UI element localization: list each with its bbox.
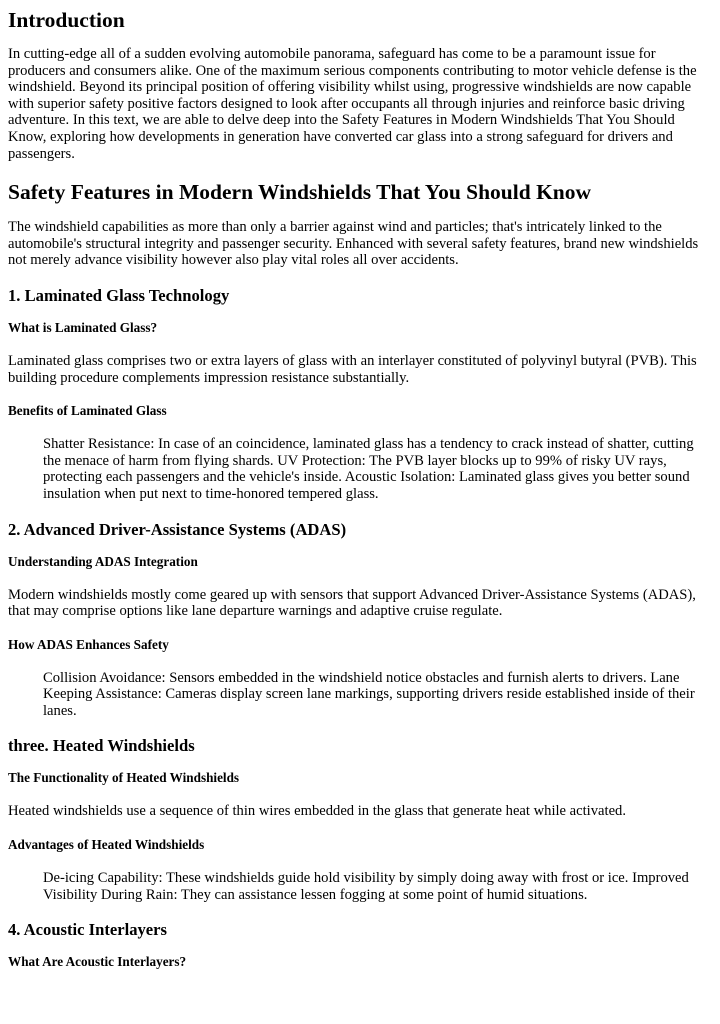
adas-understanding-subheading: Understanding ADAS Integration — [8, 553, 198, 569]
heated-advantages-list: De-icing Capability: These windshields guide hold visibility by simply doing away with frost or ice. Improved Visibility During Rain: They can assistance lessen fogging at some point of humid situations. — [43, 870, 689, 903]
heated-advantages-subheading: Advantages of Heated Windshields — [8, 837, 205, 853]
heated-functionality-subheading: The Functionality of Heated Windshields — [8, 770, 240, 786]
intro-heading: Introduction — [8, 8, 125, 32]
article — [0, 7, 712, 970]
laminated-glass-benefits-list: Shatter Resistance: In case of an coincidence, laminated glass has a tendency to crack instead of shatter, cutting the menace of harm from flying shards. UV Protection: The PVB layer blocks up to 99% of risky UV rays, protecting each passengers and the vehicle's inside. Acoustic Isolation: Laminated glass gives you better sound insulation when put next to time-honored tempered glass. — [43, 436, 694, 502]
intro-paragraph: In cutting-edge all of a sudden evolving automobile panorama, safeguard has come to be a paramount issue for producers and consumers alike. One of the maximum serious components contributing to motor vehicle defense is the windshield. Beyond its principal position of offering visibility whilst using, progressive windshields are now capable with superior safety positive factors designed to look after occupants all through injuries and reinforce basic driving adventure. In this text, we are able to delve deep into the Safety Features in Modern Windshields That You Should Know, exploring how developments in generation have converted car glass into a strong safeguard for drivers and passengers. — [8, 46, 697, 162]
safety-features-paragraph: The windshield capabilities as more than only a barrier against wind and particles; that's intricately linked to the automobile's structural integrity and passenger security. Enhanced with several safety features, brand new windshields not merely advance visibility however also play vital roles all over accidents. — [8, 219, 699, 269]
safety-features-heading: Safety Features in Modern Windshields That You Should Know — [8, 180, 592, 205]
laminated-glass-what-subheading: What is Laminated Glass? — [8, 319, 158, 335]
adas-enhances-subheading: How ADAS Enhances Safety — [8, 636, 169, 652]
acoustic-what-subheading: What Are Acoustic Interlayers? — [8, 954, 187, 970]
laminated-glass-benefits-subheading: Benefits of Laminated Glass — [8, 403, 167, 419]
adas-paragraph: Modern windshields mostly come geared up with sensors that support Advanced Driver-Assistance Systems (ADAS), that may comprise options like lane departure warnings and adaptive cruise regulate. — [8, 586, 696, 620]
laminated-glass-paragraph: Laminated glass comprises two or extra layers of glass with an interlayer constituted of polyvinyl butyral (PVB). This building procedure complements impression resistance substantially. — [8, 352, 697, 386]
laminated-glass-heading: 1. Laminated Glass Technology — [8, 285, 230, 305]
heated-windshields-heading: three. Heated Windshields — [8, 736, 195, 756]
heated-paragraph: Heated windshields use a sequence of thin wires embedded in the glass that generate heat while activated. — [8, 803, 626, 820]
adas-benefits-list: Collision Avoidance: Sensors embedded in the windshield notice obstacles and furnish alerts to drivers. Lane Keeping Assistance: Cameras display screen lane markings, supporting drivers reside established inside of their lanes. — [43, 669, 695, 719]
adas-heading: 2. Advanced Driver-Assistance Systems (ADAS) — [8, 519, 347, 539]
acoustic-interlayers-heading: 4. Acoustic Interlayers — [8, 920, 167, 940]
